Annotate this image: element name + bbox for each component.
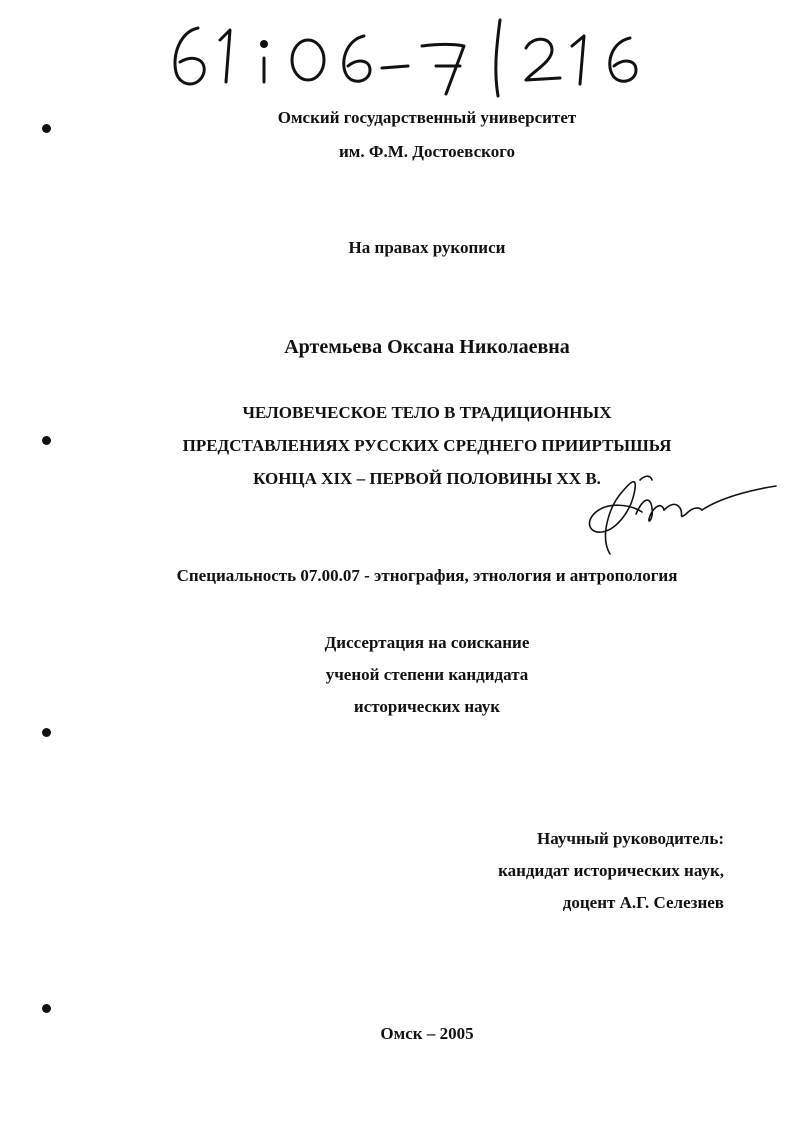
author-name: Артемьева Оксана Николаевна bbox=[284, 336, 570, 358]
manuscript-note: На правах рукописи bbox=[348, 238, 506, 257]
supervisor-degree: кандидат исторических наук, bbox=[498, 861, 724, 880]
dissertation-line-3: исторических наук bbox=[353, 697, 501, 716]
specialty: Специальность 07.00.07 - этнография, этнология и антропология bbox=[176, 566, 678, 585]
institution-line-1: Омский государственный университет bbox=[277, 108, 577, 127]
handwritten-signature bbox=[580, 468, 780, 558]
handwritten-archive-code bbox=[160, 10, 680, 100]
title-line-1: ЧЕЛОВЕЧЕСКОЕ ТЕЛО В ТРАДИЦИОННЫХ bbox=[242, 403, 612, 422]
place-and-year: Омск – 2005 bbox=[380, 1024, 474, 1043]
supervisor-label: Научный руководитель: bbox=[537, 829, 724, 848]
margin-mark bbox=[42, 1004, 51, 1013]
dissertation-line-2: ученой степени кандидата bbox=[325, 665, 529, 684]
title-line-2: ПРЕДСТАВЛЕНИЯХ РУССКИХ СРЕДНЕГО ПРИИРТЫШЬЯ bbox=[182, 436, 672, 455]
dissertation-line-1: Диссертация на соискание bbox=[324, 633, 530, 652]
margin-mark bbox=[42, 728, 51, 737]
institution-line-2: им. Ф.М. Достоевского bbox=[339, 142, 515, 161]
supervisor-name: доцент А.Г. Селезнев bbox=[562, 893, 724, 912]
title-line-3: КОНЦА XIX – ПЕРВОЙ ПОЛОВИНЫ XX В. bbox=[253, 469, 601, 488]
